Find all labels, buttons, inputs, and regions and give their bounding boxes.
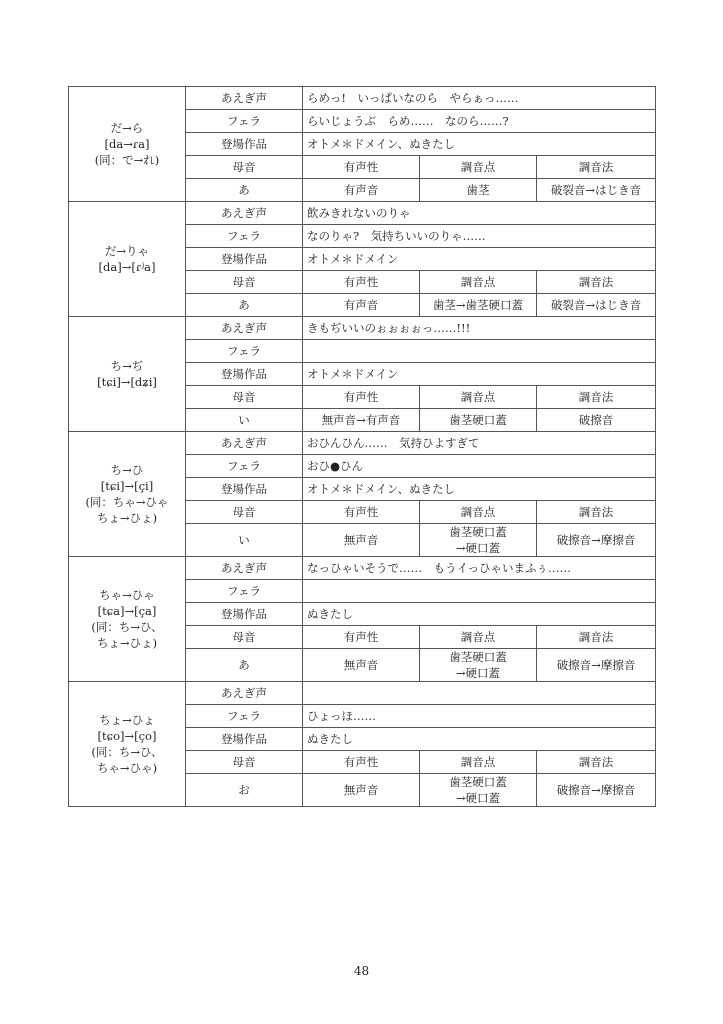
category-label: あえぎ声 <box>186 682 303 705</box>
works-value: オトメ＊ドメイン <box>303 248 656 271</box>
column-header-manner: 調音法 <box>537 271 656 294</box>
place-value-line: →硬口蓋 <box>455 666 501 680</box>
place-value <box>420 774 537 807</box>
category-label: あえぎ声 <box>186 202 303 225</box>
column-header-manner: 調音法 <box>537 501 656 524</box>
column-header-place: 調音点 <box>420 501 537 524</box>
works-value: オトメ＊ドメイン <box>303 363 656 386</box>
table-body <box>69 87 656 807</box>
column-header-vowel: 母音 <box>186 271 303 294</box>
group-heading <box>69 432 186 557</box>
vowel-value: あ <box>186 649 303 682</box>
group-heading-line: [tɕo]→[ço] <box>97 729 157 743</box>
column-header-place: 調音点 <box>420 271 537 294</box>
group-heading-line: [tɕi]→[çi] <box>100 479 154 493</box>
group-heading <box>69 557 186 682</box>
fera-example: おひ●ひん <box>303 455 656 478</box>
group-heading-line: [tɕa]→[ça] <box>97 604 157 618</box>
category-label: あえぎ声 <box>186 317 303 340</box>
column-header-place: 調音点 <box>420 386 537 409</box>
fera-example: なのりゃ? 気持ちいいのりゃ…… <box>303 225 656 248</box>
column-header-manner: 調音法 <box>537 751 656 774</box>
category-label: 登場作品 <box>186 248 303 271</box>
group-heading-line: (同：で→れ) <box>94 153 160 167</box>
category-label: 登場作品 <box>186 133 303 156</box>
manner-value: 破裂音→はじき音 <box>537 294 656 317</box>
works-value: ぬきたし <box>303 603 656 626</box>
place-value-line: 歯茎硬口蓋 <box>449 650 507 664</box>
category-label: 登場作品 <box>186 603 303 626</box>
place-value <box>420 524 537 557</box>
group-heading <box>69 317 186 432</box>
column-header-manner: 調音法 <box>537 156 656 179</box>
place-value <box>420 409 537 432</box>
category-label: フェラ <box>186 705 303 728</box>
works-value: オトメ＊ドメイン、ぬきたし <box>303 133 656 156</box>
place-value <box>420 294 537 317</box>
group-heading-line: ちょ→ひょ) <box>96 511 158 525</box>
group-heading-line: (同：ち→ひ、 <box>91 745 163 759</box>
group-heading <box>69 202 186 317</box>
voicing-value: 無声音 <box>303 649 420 682</box>
category-label: フェラ <box>186 580 303 603</box>
column-header-voicing: 有声性 <box>303 156 420 179</box>
column-header-voicing: 有声性 <box>303 501 420 524</box>
manner-value: 破擦音→摩擦音 <box>537 774 656 807</box>
works-value: ぬきたし <box>303 728 656 751</box>
group-heading-line: だ→ら <box>110 121 144 135</box>
aegi-example: 飲みきれないのりゃ <box>303 202 656 225</box>
column-header-voicing: 有声性 <box>303 626 420 649</box>
table-row <box>69 432 656 455</box>
manner-value: 破擦音→摩擦音 <box>537 649 656 682</box>
group-heading-line: (同：ちゃ→ひゃ <box>85 495 169 509</box>
category-label: あえぎ声 <box>186 432 303 455</box>
phonetic-change-table <box>68 86 656 807</box>
manner-value: 破擦音→摩擦音 <box>537 524 656 557</box>
category-label: フェラ <box>186 455 303 478</box>
column-header-vowel: 母音 <box>186 501 303 524</box>
column-header-place: 調音点 <box>420 156 537 179</box>
column-header-vowel: 母音 <box>186 386 303 409</box>
vowel-value: あ <box>186 294 303 317</box>
column-header-vowel: 母音 <box>186 626 303 649</box>
aegi-example: らめっ! いっぱいなのら やらぁっ…… <box>303 87 656 110</box>
group-heading <box>69 682 186 807</box>
manner-value: 破擦音 <box>537 409 656 432</box>
place-value <box>420 649 537 682</box>
group-heading-line: (同：ち→ひ、 <box>91 620 163 634</box>
category-label: フェラ <box>186 110 303 133</box>
aegi-example: おひんひん…… 気持ひよすぎて <box>303 432 656 455</box>
place-value-line: 歯茎硬口蓋 <box>449 413 507 427</box>
aegi-example <box>303 682 656 705</box>
column-header-vowel: 母音 <box>186 751 303 774</box>
group-heading-line: [tɕi]→[dʑi] <box>97 375 157 389</box>
voicing-value: 有声音 <box>303 179 420 202</box>
category-label: あえぎ声 <box>186 557 303 580</box>
column-header-place: 調音点 <box>420 626 537 649</box>
fera-example: らいじょうぶ らめ…… なのら……? <box>303 110 656 133</box>
group-heading-line: ちゃ→ひゃ <box>99 588 155 602</box>
voicing-value: 有声音 <box>303 294 420 317</box>
table-row <box>69 317 656 340</box>
category-label: フェラ <box>186 225 303 248</box>
column-header-voicing: 有声性 <box>303 751 420 774</box>
group-heading <box>69 87 186 202</box>
table-row <box>69 87 656 110</box>
group-heading-line: [da]→[ɾʲa] <box>98 260 156 274</box>
group-heading-line: ちょ→ひょ <box>99 713 155 727</box>
column-header-manner: 調音法 <box>537 626 656 649</box>
category-label: 登場作品 <box>186 363 303 386</box>
voicing-value: 無声音→有声音 <box>303 409 420 432</box>
voicing-value: 無声音 <box>303 774 420 807</box>
group-heading-line: ちゃ→ひゃ) <box>96 761 158 775</box>
voicing-value: 無声音 <box>303 524 420 557</box>
place-value <box>420 179 537 202</box>
table-row <box>69 682 656 705</box>
group-heading-line: ち→ぢ <box>110 359 144 373</box>
table-row <box>69 202 656 225</box>
aegi-example: きもぢいいのぉぉぉぉっ……!!! <box>303 317 656 340</box>
category-label: 登場作品 <box>186 478 303 501</box>
column-header-place: 調音点 <box>420 751 537 774</box>
vowel-value: お <box>186 774 303 807</box>
table-row <box>69 557 656 580</box>
fera-example <box>303 580 656 603</box>
place-value-line: →硬口蓋 <box>455 541 501 555</box>
vowel-value: あ <box>186 179 303 202</box>
group-heading-line: だ→りゃ <box>104 244 150 258</box>
group-heading-line: ちょ→ひょ) <box>96 636 158 650</box>
column-header-voicing: 有声性 <box>303 271 420 294</box>
place-value-line: 歯茎 <box>466 183 490 197</box>
category-label: あえぎ声 <box>186 87 303 110</box>
vowel-value: い <box>186 409 303 432</box>
column-header-voicing: 有声性 <box>303 386 420 409</box>
page-number: 48 <box>353 964 370 978</box>
place-value-line: →硬口蓋 <box>455 791 501 805</box>
place-value-line: 歯茎硬口蓋 <box>449 775 507 789</box>
vowel-value: い <box>186 524 303 557</box>
category-label: フェラ <box>186 340 303 363</box>
group-heading-line: [da→ɾa] <box>104 137 150 151</box>
group-heading-line: ち→ひ <box>110 463 144 477</box>
column-header-vowel: 母音 <box>186 156 303 179</box>
manner-value: 破裂音→はじき音 <box>537 179 656 202</box>
fera-example <box>303 340 656 363</box>
column-header-manner: 調音法 <box>537 386 656 409</box>
aegi-example: なっひゃいそうで…… もうイっひゃいまふぅ…… <box>303 557 656 580</box>
category-label: 登場作品 <box>186 728 303 751</box>
fera-example: ひょっほ…… <box>303 705 656 728</box>
place-value-line: 歯茎硬口蓋 <box>449 525 507 539</box>
place-value-line: 歯茎→歯茎硬口蓋 <box>432 298 524 312</box>
works-value: オトメ＊ドメイン、ぬきたし <box>303 478 656 501</box>
